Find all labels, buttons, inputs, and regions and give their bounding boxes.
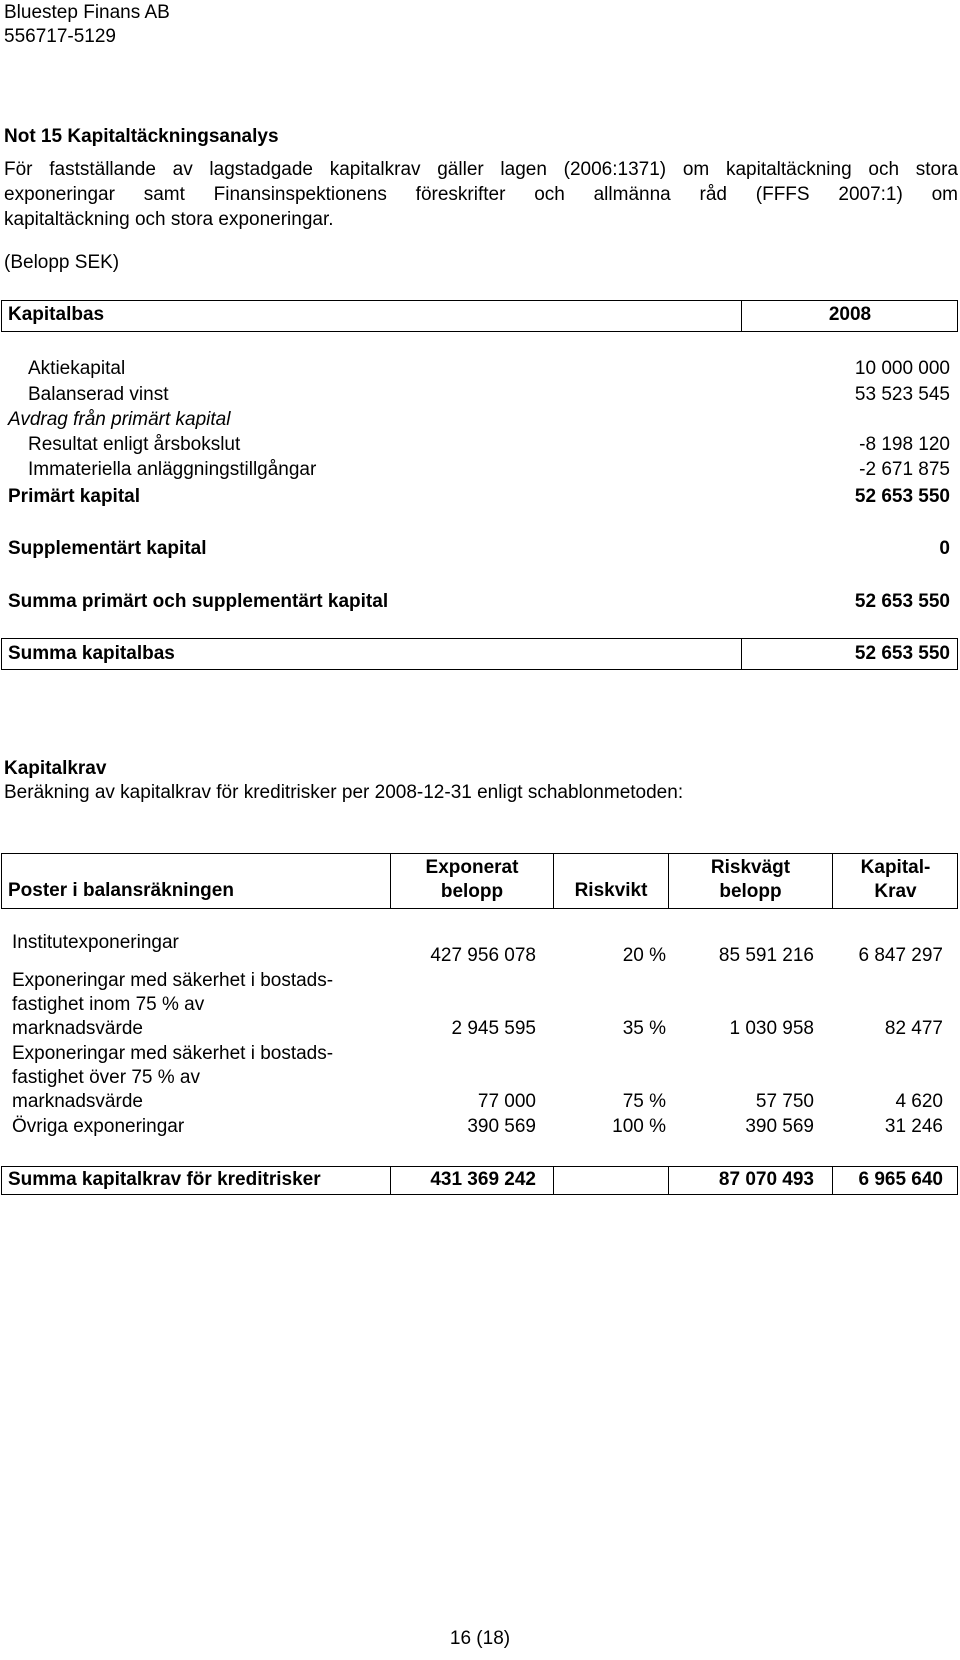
intro-line: kapitaltäckning och stora exponeringar.	[4, 209, 334, 230]
row-value: 52 653 550	[854, 486, 950, 507]
row-value: -2 671 875	[859, 459, 950, 480]
intro-line: exponeringar samt Finansinspektionens föreskrifter och allmänna råd (FFFS 2007:1) om	[4, 184, 958, 205]
col-header-poster: Poster i balansräkningen	[8, 880, 234, 901]
capital-base-heading: Kapitalbas	[8, 304, 105, 325]
row-value: 10 000 000	[854, 358, 950, 379]
cell-riskvikt: 20 %	[622, 945, 666, 966]
year-label: 2008	[828, 304, 872, 325]
col-header-line: Riskvägt	[710, 857, 791, 878]
table-row-label: marknadsvärde	[12, 1091, 143, 1112]
company-name: Bluestep Finans AB	[4, 2, 170, 23]
col-header-line: Exponerat	[425, 857, 519, 878]
cell-exponerat: 390 569	[467, 1116, 536, 1137]
row-label: Balanserad vinst	[28, 384, 169, 405]
table-row-label: Övriga exponeringar	[12, 1116, 185, 1137]
row-value: 0	[939, 538, 950, 559]
cell-riskvagt: 390 569	[745, 1116, 814, 1137]
col-header-exponerat	[391, 856, 553, 904]
requirement-description: Beräkning av kapitalkrav för kreditrisker per 2008-12-31 enligt schablonmetoden:	[4, 782, 684, 803]
row-label: Resultat enligt årsbokslut	[28, 434, 241, 455]
table-row-label: fastighet inom 75 % av	[12, 994, 205, 1015]
row-label: Immateriella anläggningstillgångar	[28, 459, 317, 480]
cell-riskvikt: 35 %	[622, 1018, 666, 1039]
total-kapitalkrav: 6 965 640	[858, 1169, 943, 1190]
cell-riskvagt: 85 591 216	[718, 945, 814, 966]
row-label: Primärt kapital	[8, 486, 140, 507]
total-exponerat: 431 369 242	[430, 1169, 536, 1190]
org-number: 556717-5129	[4, 26, 116, 47]
table-row-label: marknadsvärde	[12, 1018, 143, 1039]
table-row-label: Exponeringar med säkerhet i bostads-	[12, 970, 334, 991]
cell-riskvikt: 100 %	[612, 1116, 666, 1137]
col-header-riskvikt: Riskvikt	[574, 880, 648, 901]
cell-exponerat: 2 945 595	[451, 1018, 536, 1039]
total-riskvagt: 87 070 493	[718, 1169, 814, 1190]
intro-paragraph	[4, 157, 958, 232]
table-row-label: Institutexponeringar	[12, 932, 179, 953]
note-title: Not 15 Kapitaltäckningsanalys	[4, 126, 279, 147]
col-header-line: belopp	[440, 881, 504, 902]
page-number: 16 (18)	[449, 1628, 511, 1649]
row-label: Supplementärt kapital	[8, 538, 207, 559]
cell-exponerat: 77 000	[477, 1091, 536, 1112]
total-value: 52 653 550	[854, 643, 950, 664]
table-row-label: Exponeringar med säkerhet i bostads-	[12, 1043, 334, 1064]
deduction-heading: Avdrag från primärt kapital	[8, 409, 231, 430]
total-label: Summa kapitalbas	[8, 643, 175, 664]
col-header-line: Krav	[874, 881, 917, 902]
intro-line: För fastställande av lagstadgade kapitalkrav gäller lagen (2006:1371) om kapitaltäckning och stora	[4, 159, 958, 180]
row-value: -8 198 120	[859, 434, 950, 455]
total-requirement-label: Summa kapitalkrav för kreditrisker	[8, 1169, 321, 1190]
row-label: Aktiekapital	[28, 358, 126, 379]
col-header-line: belopp	[719, 881, 782, 902]
cell-riskvagt: 57 750	[755, 1091, 814, 1112]
cell-riskvagt: 1 030 958	[729, 1018, 814, 1039]
col-header-line: Kapital-	[860, 857, 931, 878]
cell-exponerat: 427 956 078	[430, 945, 536, 966]
cell-kapitalkrav: 6 847 297	[858, 945, 943, 966]
col-header-kapitalkrav	[833, 856, 958, 904]
table-row-label: fastighet över 75 % av	[12, 1067, 200, 1088]
row-label: Summa primärt och supplementärt kapital	[8, 591, 389, 612]
row-value: 53 523 545	[854, 384, 950, 405]
cell-kapitalkrav: 4 620	[895, 1091, 943, 1112]
cell-riskvikt: 75 %	[622, 1091, 666, 1112]
col-divider	[553, 1166, 554, 1195]
col-header-riskvagt	[669, 856, 832, 904]
row-value: 52 653 550	[854, 591, 950, 612]
cell-kapitalkrav: 82 477	[884, 1018, 943, 1039]
requirement-heading: Kapitalkrav	[4, 758, 107, 779]
cell-kapitalkrav: 31 246	[884, 1116, 943, 1137]
unit-label: (Belopp SEK)	[4, 252, 120, 273]
